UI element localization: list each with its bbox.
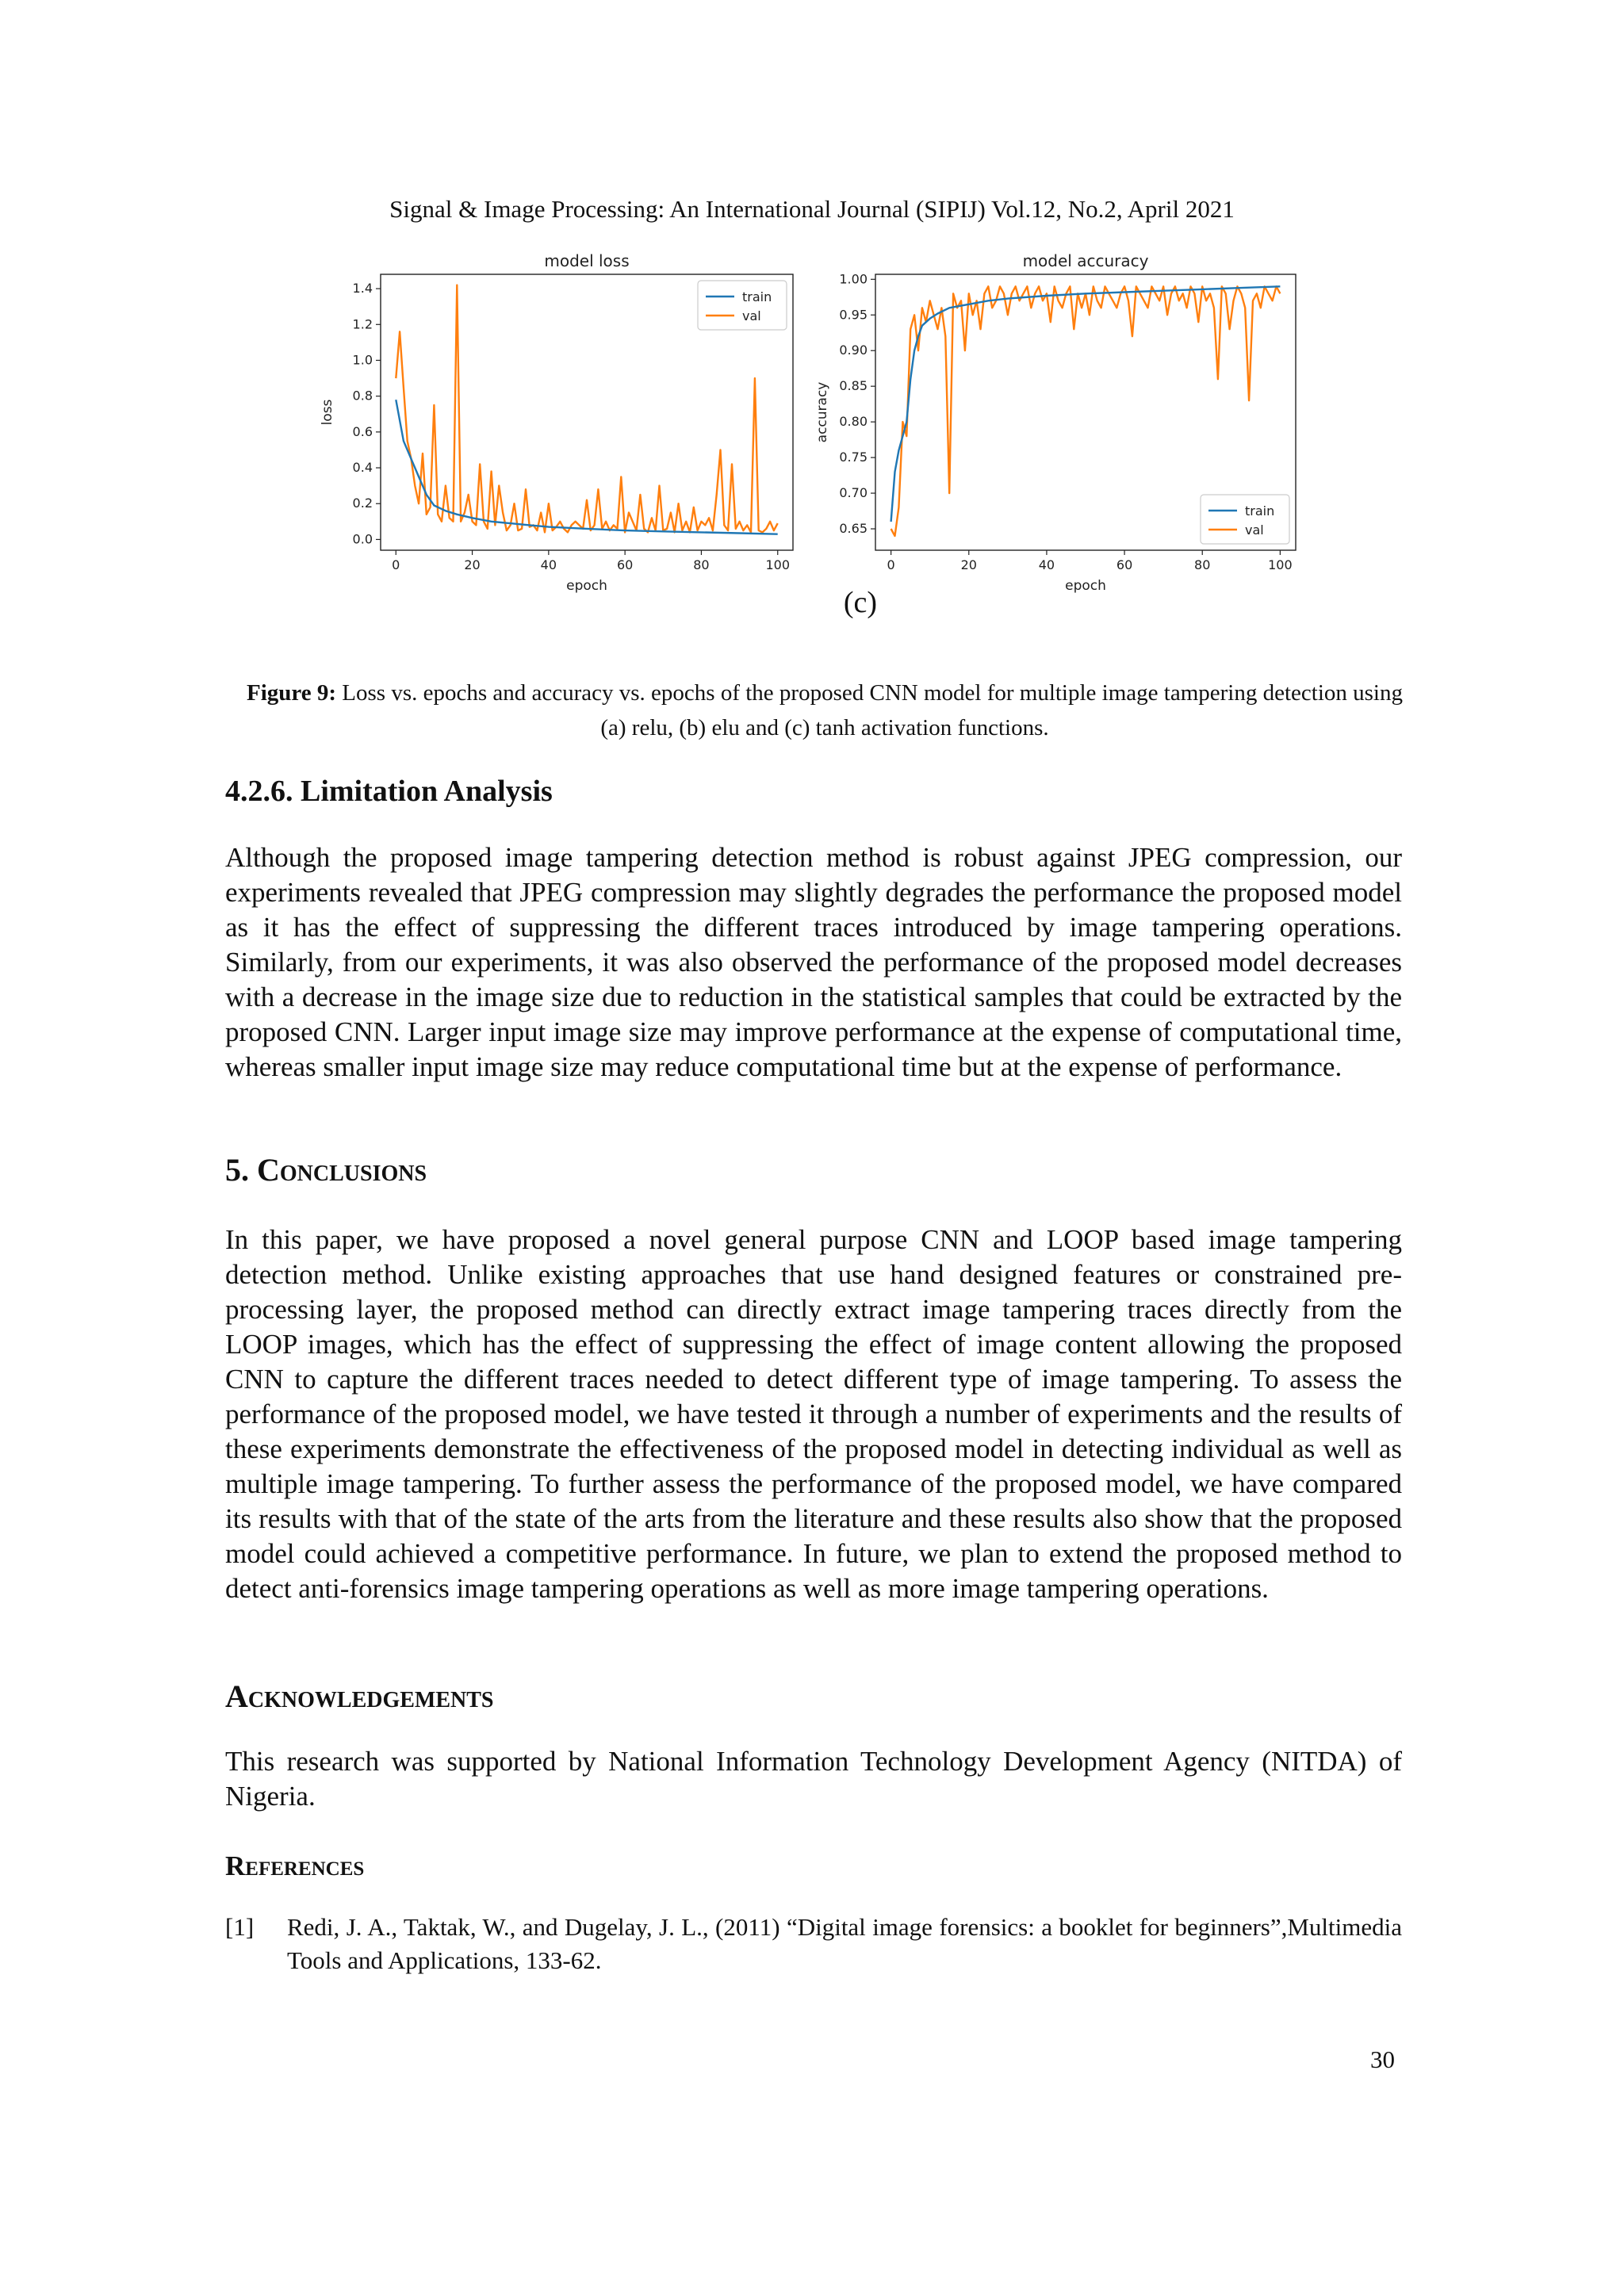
x-tick-label: 20 (960, 557, 977, 572)
chart-title: model loss (544, 251, 630, 270)
legend (1201, 495, 1289, 544)
x-tick-label: 40 (540, 557, 557, 572)
running-header: Signal & Image Processing: An International Journal (SIPIJ) Vol.12, No.2, April 2021 (389, 195, 1235, 223)
y-tick-label: 1.2 (352, 316, 373, 332)
caption-text: Loss vs. epochs and accuracy vs. epochs of the proposed CNN model for multiple image tampering detection using (a) relu, (b) elu and (c) tanh activation functions. (342, 680, 1403, 740)
legend-label-train: train (1245, 503, 1275, 519)
figure-caption (238, 675, 1411, 745)
legend-label-val: val (742, 308, 761, 323)
legend-label-val: val (1245, 522, 1264, 538)
y-tick-label: 0.65 (839, 521, 868, 537)
y-tick-label: 0.95 (839, 307, 868, 323)
figure-sublabel: (c) (843, 586, 878, 619)
limitation-paragraph: Although the proposed image tampering detection method is robust against JPEG compression, our experiments revealed that JPEG compression may slightly degrades the performance the proposed model as it has the effect of suppressing the different traces introduced by image tampering operations. Similarly, from our experiments, it was also observed the performance of the proposed model decreases with a decrease in the image size due to reduction in the statistical samples that could be extracted by the proposed CNN. Larger input image size may improve performance at the expense of computational time, whereas smaller input image size may reduce computational time but at the expense of performance. (225, 842, 1402, 1082)
x-tick-label: 40 (1038, 557, 1055, 572)
x-tick-label: 80 (693, 557, 710, 572)
section-heading-acknowledgements: Acknowledgements (225, 1678, 494, 1714)
section-heading-limitation: 4.2.6. Limitation Analysis (225, 775, 553, 808)
y-axis-label: loss (320, 399, 335, 426)
y-tick-label: 0.70 (839, 485, 868, 501)
acknowledgements-paragraph: This research was supported by National Information Technology Development Agency (NITDA) of Nigeria. (225, 1746, 1402, 1812)
section-heading-references: References (225, 1850, 365, 1881)
y-tick-label: 0.90 (839, 342, 868, 358)
y-tick-label: 1.0 (352, 352, 373, 368)
reference-number: [1] (225, 1913, 255, 1941)
caption-label: Figure 9: (247, 680, 337, 706)
conclusions-paragraph: In this paper, we have proposed a novel general purpose CNN and LOOP based image tampering detection method. Unlike existing approaches that use hand designed features or constrained pre-processing layer, the proposed method can directly extract image tampering traces directly from the LOOP images, which has the effect of suppressing the effect of image content allowing the proposed CNN to capture the different traces needed to detect different type of image tampering. To assess the performance of the proposed model, we have tested it through a number of experiments and the results of these experiments demonstrate the effectiveness of the proposed model in detecting individual as well as multiple image tampering. To further assess the performance of the proposed model, we have compared its results with that of the state of the arts from the literature and these results also show that the proposed model could achieved a competitive performance. In future, we plan to extend the proposed method to detect anti-forensics image tampering operations as well as more image tampering operations. (225, 1224, 1402, 1604)
legend (698, 281, 787, 330)
x-axis-label: epoch (1065, 578, 1106, 594)
y-tick-label: 0.80 (839, 414, 868, 430)
x-tick-label: 0 (887, 557, 895, 572)
x-tick-label: 60 (616, 557, 634, 572)
x-tick-label: 60 (1116, 557, 1133, 572)
y-tick-label: 0.8 (352, 388, 373, 404)
x-tick-label: 100 (1268, 557, 1293, 572)
y-tick-label: 1.4 (352, 281, 373, 297)
x-axis-label: epoch (566, 578, 607, 594)
chart-panel-1 (320, 251, 793, 594)
page-number: 30 (1370, 2045, 1395, 2073)
section-heading-conclusions: 5. Conclusions (225, 1152, 427, 1188)
y-tick-label: 0.2 (352, 496, 373, 511)
chart-panel-2 (814, 251, 1296, 594)
chart-title: model accuracy (1022, 251, 1149, 270)
figure-charts (285, 246, 1364, 595)
y-tick-label: 0.0 (352, 531, 373, 547)
x-tick-label: 20 (464, 557, 481, 572)
y-tick-label: 0.6 (352, 423, 373, 439)
y-tick-label: 0.4 (352, 460, 373, 476)
legend-label-train: train (742, 289, 772, 304)
y-tick-label: 1.00 (839, 271, 868, 287)
x-tick-label: 0 (392, 557, 400, 572)
y-tick-label: 0.75 (839, 450, 868, 465)
x-tick-label: 100 (765, 557, 791, 572)
y-axis-label: accuracy (814, 381, 830, 443)
reference-text: Redi, J. A., Taktak, W., and Dugelay, J. L., (2011) “Digital image forensics: a booklet for beginners”,Multimedia Tools and Applications, 133-62. (287, 1913, 1402, 1974)
x-tick-label: 80 (1194, 557, 1211, 572)
y-tick-label: 0.85 (839, 378, 868, 394)
